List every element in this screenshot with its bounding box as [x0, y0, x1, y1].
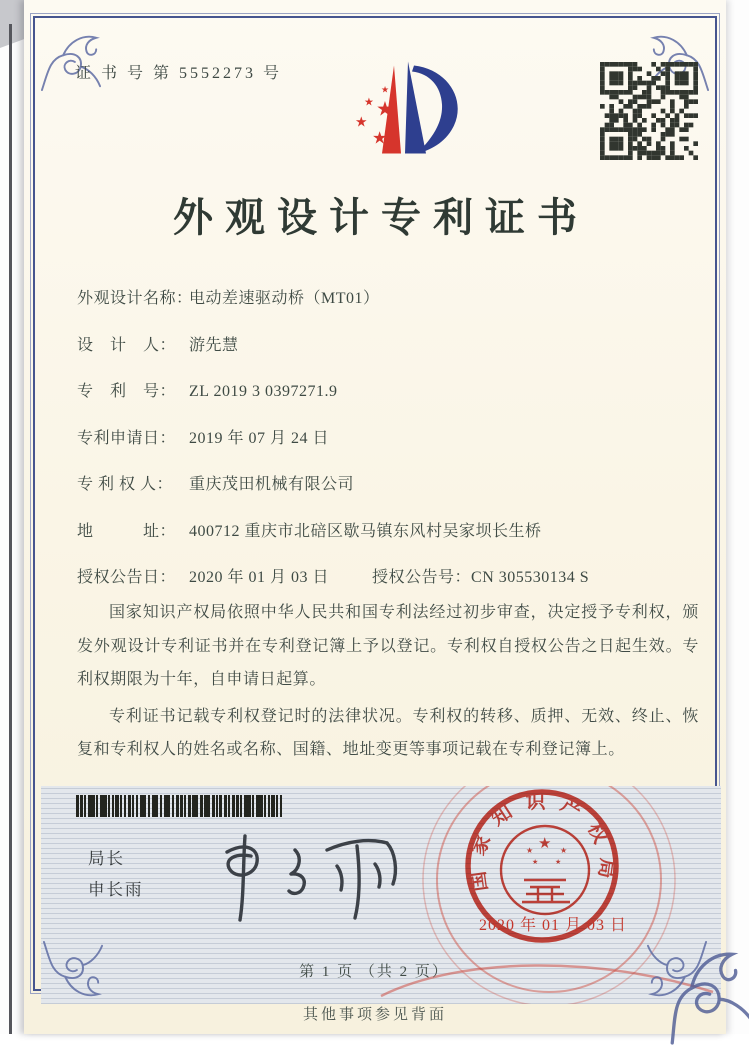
field-grant-number — [372, 568, 589, 588]
field-value: 电动差速驱动桥（MT01） — [189, 290, 380, 307]
body-paragraph: 专利证书记载专利权登记时的法律状况。专利权的转移、质押、无效、终止、恢复和专利权人的姓名或名称、国籍、地址变更等事项记载在专利登记簿上。 — [77, 707, 699, 758]
back-note: 其他事项参见背面 — [302, 1007, 447, 1023]
signer-block — [88, 843, 144, 905]
signer-name: 申长雨 — [88, 880, 144, 899]
field-label: 专利申请日： — [77, 429, 177, 447]
field-filing-date — [77, 429, 707, 476]
scan-edge — [9, 24, 12, 1034]
field-label: 设 计 人： — [77, 336, 177, 354]
body-paragraph: 国家知识产权局依照中华人民共和国专利法经过初步审查，决定授予专利权，颁发外观设计专利证书并在专利登记簿上予以登记。专利权自授权公告之日起生效。专利权期限为十年，自申请日起算。 — [77, 604, 699, 688]
star-icon: ★ — [372, 128, 388, 149]
signer-title: 局长 — [88, 849, 125, 868]
body-text — [77, 596, 699, 770]
certificate-title: 外观设计专利证书 — [173, 195, 589, 240]
field-design-name — [77, 289, 707, 336]
field-patentee — [77, 475, 707, 522]
star-icon: ★ — [555, 858, 562, 866]
field-label: 授权公告号： — [372, 569, 472, 586]
star-icon: ★ — [364, 95, 374, 109]
certificate-page — [24, 0, 726, 1034]
page-number: 第 1 页 （共 2 页） — [299, 964, 449, 980]
seal-date: 2020 年 01 月 03 日 — [479, 917, 628, 934]
barcode — [76, 795, 284, 817]
field-address — [77, 522, 707, 569]
star-icon: ★ — [355, 114, 368, 131]
field-value: 2019 年 07 月 24 日 — [189, 429, 330, 447]
field-value: 重庆茂田机械有限公司 — [189, 476, 355, 493]
seal-text: 国家知识产权局 — [465, 790, 619, 893]
field-label: 专 利 号： — [77, 383, 177, 400]
field-list — [77, 289, 707, 615]
seal-emblem — [501, 826, 589, 914]
star-icon: ★ — [526, 846, 534, 855]
field-label: 外观设计名称： — [77, 290, 193, 307]
field-value: 2020 年 01 月 03 日 — [189, 569, 330, 586]
star-icon: ★ — [381, 85, 390, 96]
field-value: ZL 2019 3 0397271.9 — [189, 383, 338, 400]
cnipa-logo — [322, 40, 462, 168]
field-value: 游先慧 — [189, 336, 239, 354]
qr-code — [600, 62, 698, 160]
star-icon: ★ — [532, 858, 539, 866]
field-label: 专 利 权 人： — [77, 476, 174, 493]
margin-flourish-icon — [650, 941, 749, 1046]
field-value: 400712 重庆市北碚区歇马镇东风村吴家坝长生桥 — [189, 522, 542, 540]
logo-blue-spike — [405, 62, 426, 154]
star-icon: ★ — [376, 96, 394, 121]
certificate-number: 证 书 号 第 5552273 号 — [75, 65, 283, 82]
star-icon: ★ — [560, 846, 568, 855]
field-patent-number — [77, 382, 707, 429]
field-label: 授权公告日： — [77, 569, 177, 586]
field-value: CN 305530134 S — [471, 569, 590, 586]
field-designer — [77, 336, 707, 383]
star-icon: ★ — [538, 834, 552, 852]
signature-handwriting — [199, 826, 409, 928]
field-label: 地 址： — [77, 522, 177, 540]
